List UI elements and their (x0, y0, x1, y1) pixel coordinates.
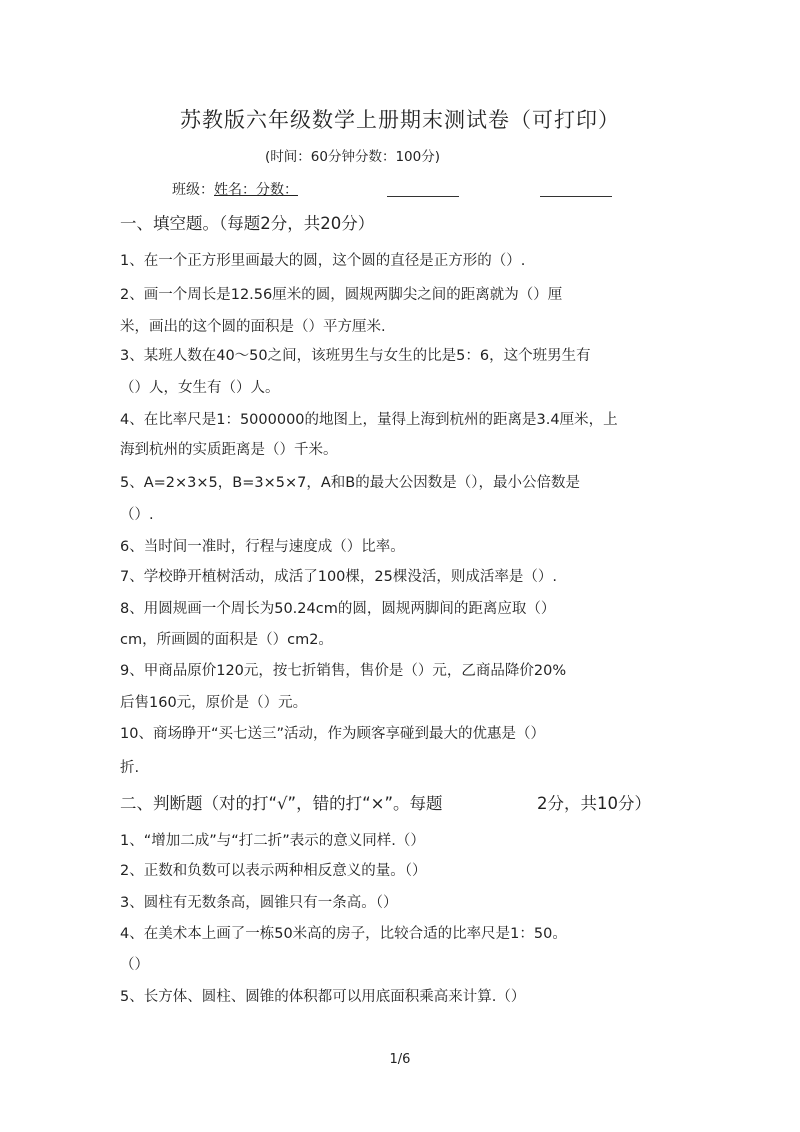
page-title: 苏教版六年级数学上册期末测试卷（可打印） (180, 108, 620, 132)
question-line: cm，所画圆的面积是（）cm2。 (120, 632, 333, 648)
judgement-line: 5、长方体、圆柱、圆锥的体积都可以用底面积乘高来计算.（） (120, 989, 526, 1005)
judgement-line: 2、正数和负数可以表示两种相反意义的量。（） (120, 863, 427, 879)
page-number: 1/6 (389, 1052, 411, 1067)
question-line: 1、在一个正方形里画最大的圆，这个圆的直径是正方形的（）. (120, 253, 526, 269)
name-score-label: 姓名：分数： (214, 182, 298, 198)
question-line: （）人，女生有（）人。 (120, 380, 280, 396)
question-line: 3、某班人数在40～50之间，该班男生与女生的比是5：6，这个班男生有 (120, 348, 591, 364)
question-line: 10、商场睁开“买七送三”活动，作为顾客享碰到最大的优惠是（） (120, 726, 545, 742)
question-line: 4、在比率尺是1：5000000的地图上，量得上海到杭州的距离是3.4厘米，上 (120, 412, 618, 428)
name-blank-line (387, 196, 459, 197)
question-line: （）. (120, 507, 154, 523)
student-info-row (172, 179, 298, 199)
section-2-heading: 二、判断题（对的打“√”，错的打“×”。每题 (120, 794, 443, 813)
question-line: 海到杭州的实质距离是（）千米。 (120, 442, 338, 458)
class-label: 班级： (172, 182, 214, 198)
question-line: 6、当时间一准时，行程与速度成（）比率。 (120, 539, 405, 555)
judgement-line: 4、在美术本上画了一栋50米高的房子，比较合适的比率尺是1：50。 (120, 926, 567, 942)
question-line: 9、甲商品原价120元，按七折销售，售价是（）元，乙商品降价20% (120, 663, 567, 679)
judgement-line: （） (120, 957, 149, 973)
question-line: 5、A=2×3×5，B=3×5×7，A和B的最大公因数是（），最小公倍数是 (120, 475, 580, 491)
question-line: 后售160元，原价是（）元。 (120, 695, 308, 711)
section-2-heading-score: 2分，共10分） (537, 794, 651, 813)
question-line: 折. (120, 760, 140, 776)
exam-time-score: (时间：60分钟分数：100分) (265, 149, 440, 165)
question-line: 2、画一个周长是12.56厘米的圆，圆规两脚尖之间的距离就为（）厘 (120, 287, 563, 303)
score-blank-line (540, 196, 612, 197)
section-1-heading: 一、填空题。（每题2分，共20分） (120, 214, 375, 233)
judgement-line: 3、圆柱有无数条高，圆锥只有一条高。（） (120, 895, 398, 911)
judgement-line: 1、“增加二成”与“打二折”表示的意义同样.（） (120, 833, 425, 849)
question-line: 8、用圆规画一个周长为50.24cm的圆，圆规两脚间的距离应取（） (120, 601, 556, 617)
question-line: 7、学校睁开植树活动，成活了100棵，25棵没活，则成活率是（）. (120, 569, 557, 585)
question-line: 米，画出的这个圆的面积是（）平方厘米. (120, 319, 386, 335)
